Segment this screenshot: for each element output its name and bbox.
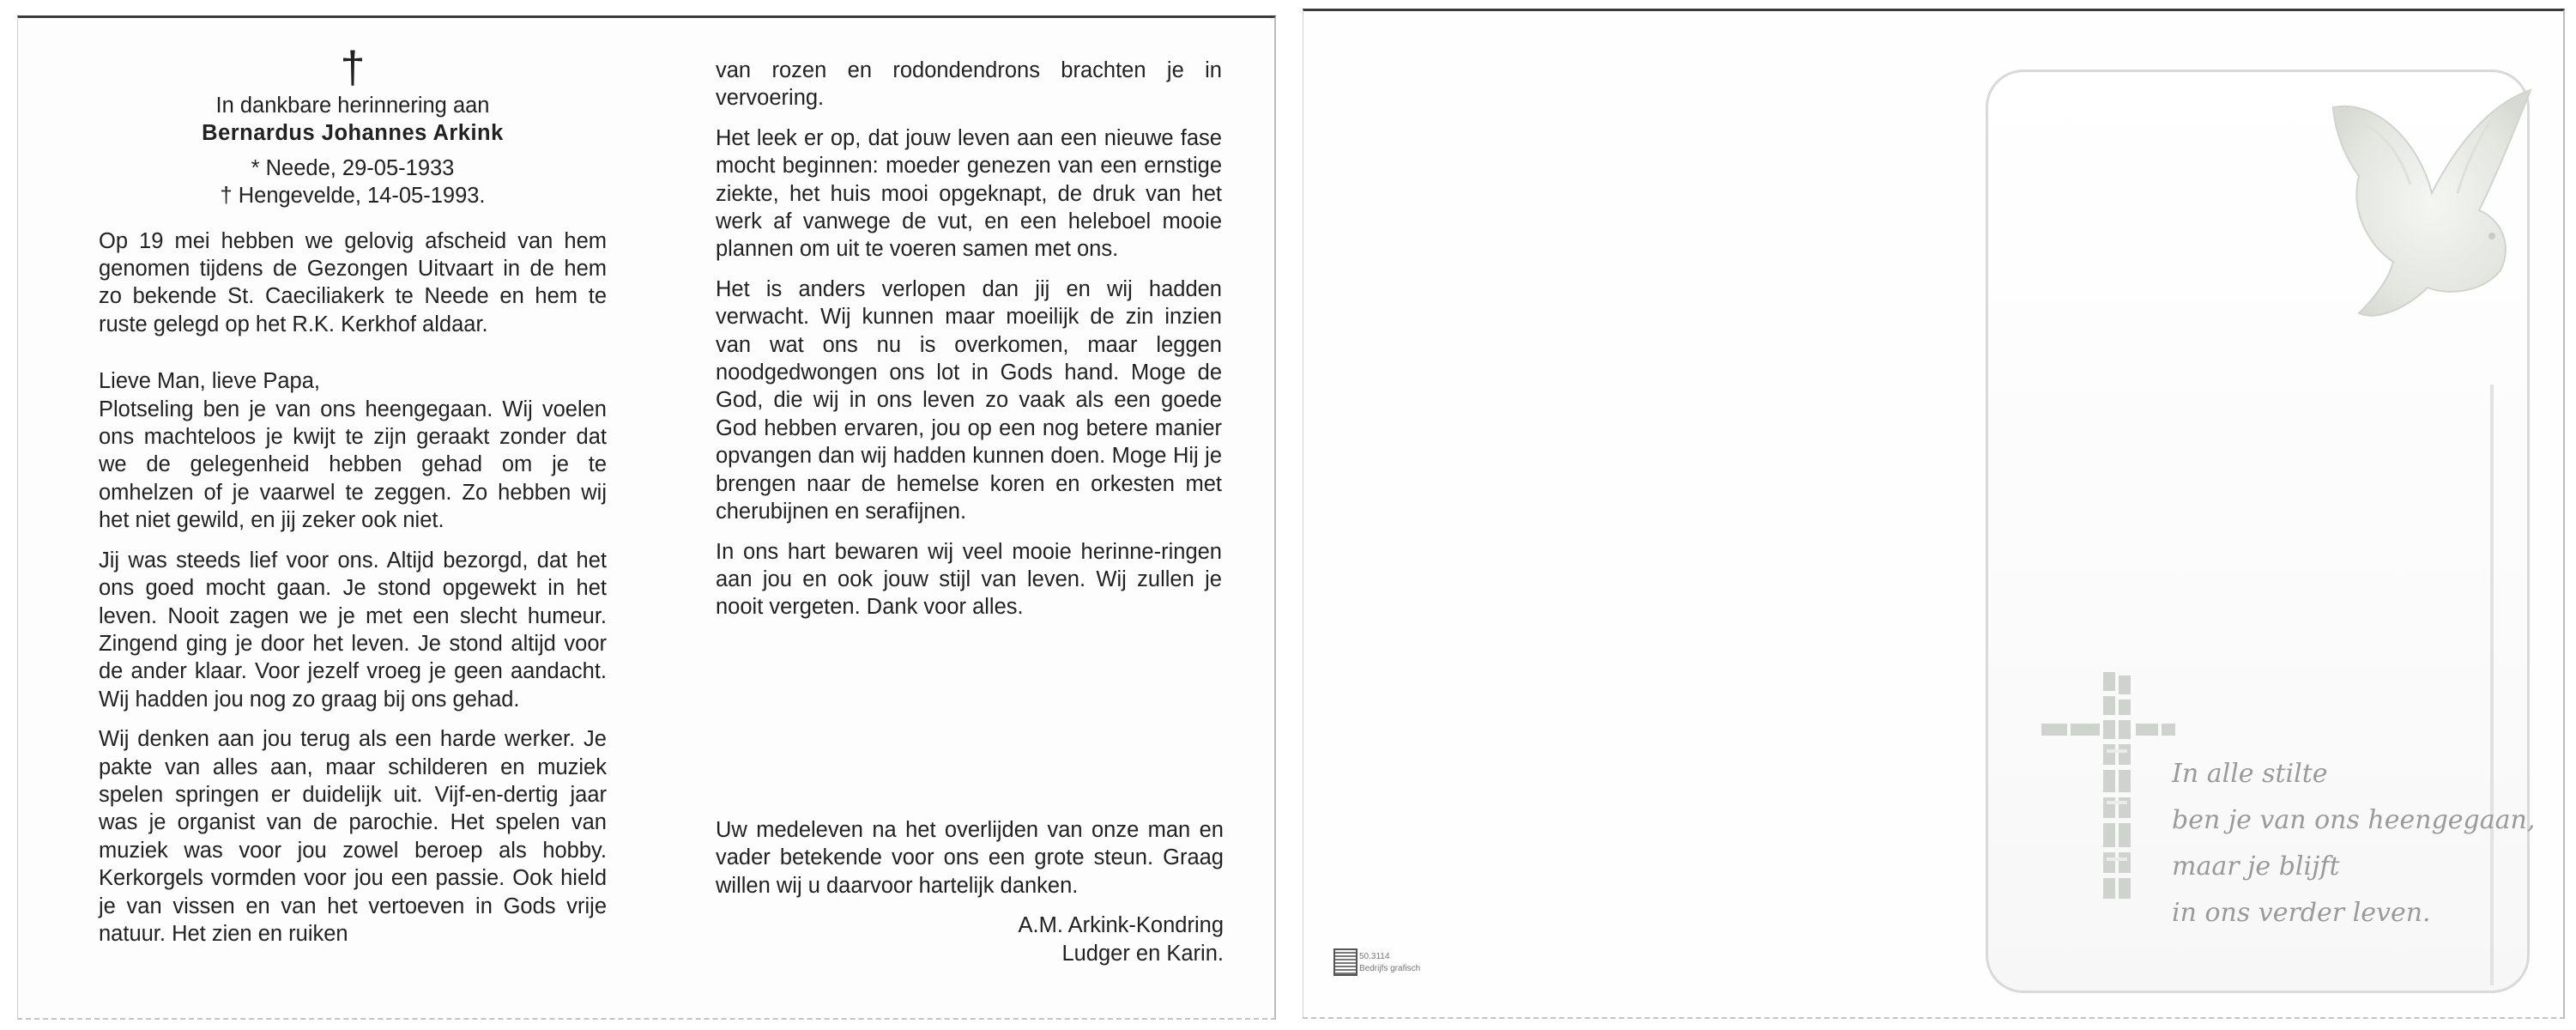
poem-line-4: in ons verder leven. [2172, 898, 2431, 928]
poem-line-2: ben je van ons heengegaan, [2172, 805, 2536, 835]
acknowledgement-block [716, 816, 1224, 967]
thanks-paragraph: Uw medeleven na het overlijden van onze man en vader betekende voor ons een grote steun. Graag willen wij u daarvoor hartelijk danken. [716, 818, 1224, 898]
poem-block [2172, 751, 2536, 936]
left-text-column [99, 35, 607, 948]
mosaic-cross-icon [2041, 672, 2179, 921]
body-paragraph-7: In ons hart bewaren wij veel mooie herinne-ringen aan jou en ook jouw stijl van leven. Wij zullen je nooit vergeten. Dank voor alles. [716, 539, 1222, 620]
printer-code: 50.3114 [1359, 952, 1390, 961]
printer-logo [1333, 947, 1428, 990]
body-paragraph-5: Het leek er op, dat jouw leven aan een nieuwe fase mocht beginnen: moeder genezen van een ernstige ziekte, het huis mooi opgeknapt, de druk van het werk af vanwege de vut, en een heleboel mooie plannen om uit te voeren samen met ons. [716, 125, 1222, 262]
printer-name: Bedrijfs grafisch [1359, 964, 1421, 973]
body-paragraph-6: Het is anders verlopen dan jij en wij hadden verwacht. Wij kunnen maar moeilijk de zin inzien van wat ons nu is overkomen, maar leggen noodgedwongen ons lot in Gods hand. Moge de God, die wij in ons leven zo vaak als een goede God hebben ervaren, jou op een nog betere manier opvangen dan wij hadden kunnen doen. Moge Hij je brengen naar de hemelse koren en orkesten met cherubijnen en serafijnen. [716, 276, 1222, 524]
signature-line-1: A.M. Arkink-Kondring [1018, 913, 1224, 938]
farewell-paragraph: Op 19 mei hebben we gelovig afscheid van hem genomen tijdens de Gezongen Uitvaart in de hem zo bekende St. Caeciliakerk te Neede en hem te ruste gelegd op het R.K. Kerkhof aldaar. [99, 228, 607, 336]
body-paragraph-2: Jij was steeds lief voor ons. Altijd bezorgd, dat het ons goed mocht gaan. Je stond opgewekt in het leven. Nooit zagen we je met een slecht humeur. Zingend ging je door het leven. Je stond altijd voor de ander klaar. Voor jezelf vroeg je geen aandacht. Wij hadden jou nog zo graag bij ons gehad. [99, 548, 607, 712]
right-text-column [716, 57, 1222, 621]
memorial-card-image-side [1303, 9, 2565, 1019]
intro-line: In dankbare herinnering aan [215, 94, 490, 118]
body-paragraph-1: Plotseling ben je van ons heengegaan. Wij voelen ons machteloos je kwijt te zijn geraakt zonder dat we de gelegenheid hebben gehad om je te omhelzen of je vaarwel te zeggen. Zo hebben wij het niet gewild, en jij zeker ook niet. [99, 397, 607, 533]
signature-line-2: Ludger en Karin. [1061, 941, 1224, 966]
body-paragraph-4: van rozen en rodondendrons brachten je in vervoering. [716, 58, 1222, 111]
printer-logo-icon [1333, 948, 1358, 976]
death-line: † Hengevelde, 14-05-1993. [220, 184, 486, 209]
dove-icon [2282, 73, 2565, 330]
deceased-name: Bernardus Johannes Arkink [202, 121, 504, 146]
body-paragraph-3: Wij denken aan jou terug als een harde werker. Je pakte van alles aan, maar schilderen en muziek spelen springen er duidelijk uit. Vijf-en-dertig jaar was je organist van de parochie. Het spelen van muziek was voor jou zowel beroep als hobby. Kerkorgels vormden voor jou een passie. Ook hield je van vissen en van het vertoeven in Gods vrije natuur. Het zien en ruiken [99, 727, 607, 946]
poem-line-3: maar je blijft [2172, 851, 2340, 882]
memorial-card-text-side [17, 15, 1276, 1020]
cross-icon: † [340, 43, 366, 93]
birth-line: * Neede, 29-05-1933 [251, 155, 455, 180]
poem-line-1: In alle stilte [2172, 759, 2328, 789]
salutation: Lieve Man, lieve Papa, [99, 369, 320, 394]
